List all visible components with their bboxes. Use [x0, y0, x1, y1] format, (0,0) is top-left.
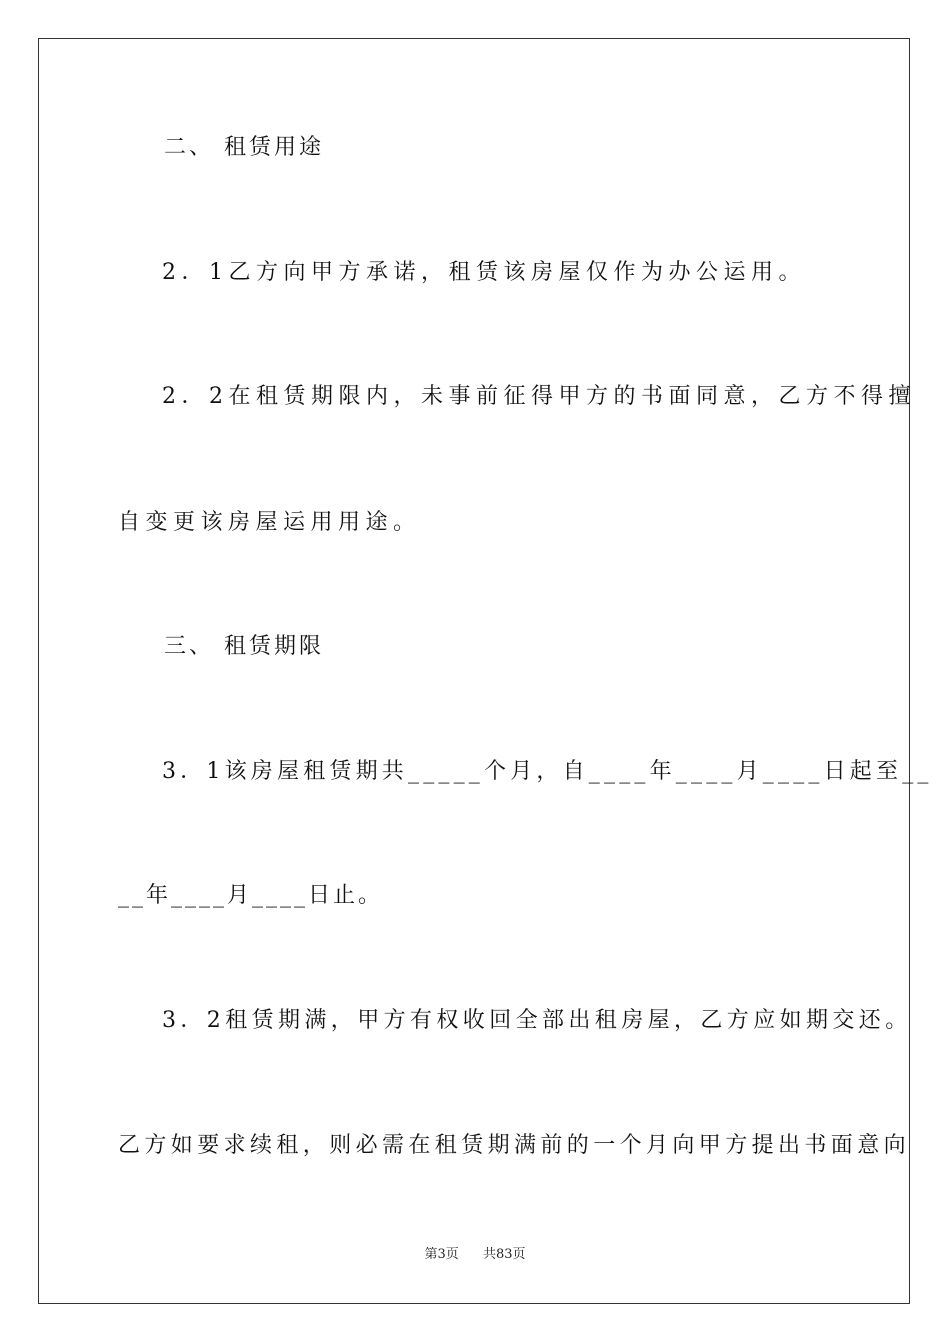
section-heading-lease-purpose: 二、 租赁用途: [164, 135, 324, 160]
section-heading-lease-term: 三、 租赁期限: [164, 634, 324, 659]
clause-3-1: 3．1该房屋租赁期共_____个月，自____年____月____日起至__: [162, 759, 933, 784]
clause-3-1-continued: __年____月____日止。: [118, 883, 384, 908]
clause-3-2-continued: 乙方如要求续租，则必需在租赁期满前的一个月向甲方提出书面意向: [118, 1133, 911, 1158]
clause-2-1: 2．1乙方向甲方承诺，租赁该房屋仅作为办公运用。: [162, 260, 806, 285]
page-footer: [0, 1246, 950, 1264]
page-border: [38, 38, 910, 1304]
clause-2-2: 2．2在租赁期限内，未事前征得甲方的书面同意，乙方不得擅: [162, 384, 916, 409]
clause-2-2-continued: 自变更该房屋运用用途。: [118, 510, 421, 535]
page-number-total: 共83页: [483, 1247, 526, 1262]
clause-3-2: 3．2租赁期满，甲方有权收回全部出租房屋，乙方应如期交还。: [162, 1008, 912, 1033]
page-number-current: 第3页: [424, 1247, 459, 1262]
